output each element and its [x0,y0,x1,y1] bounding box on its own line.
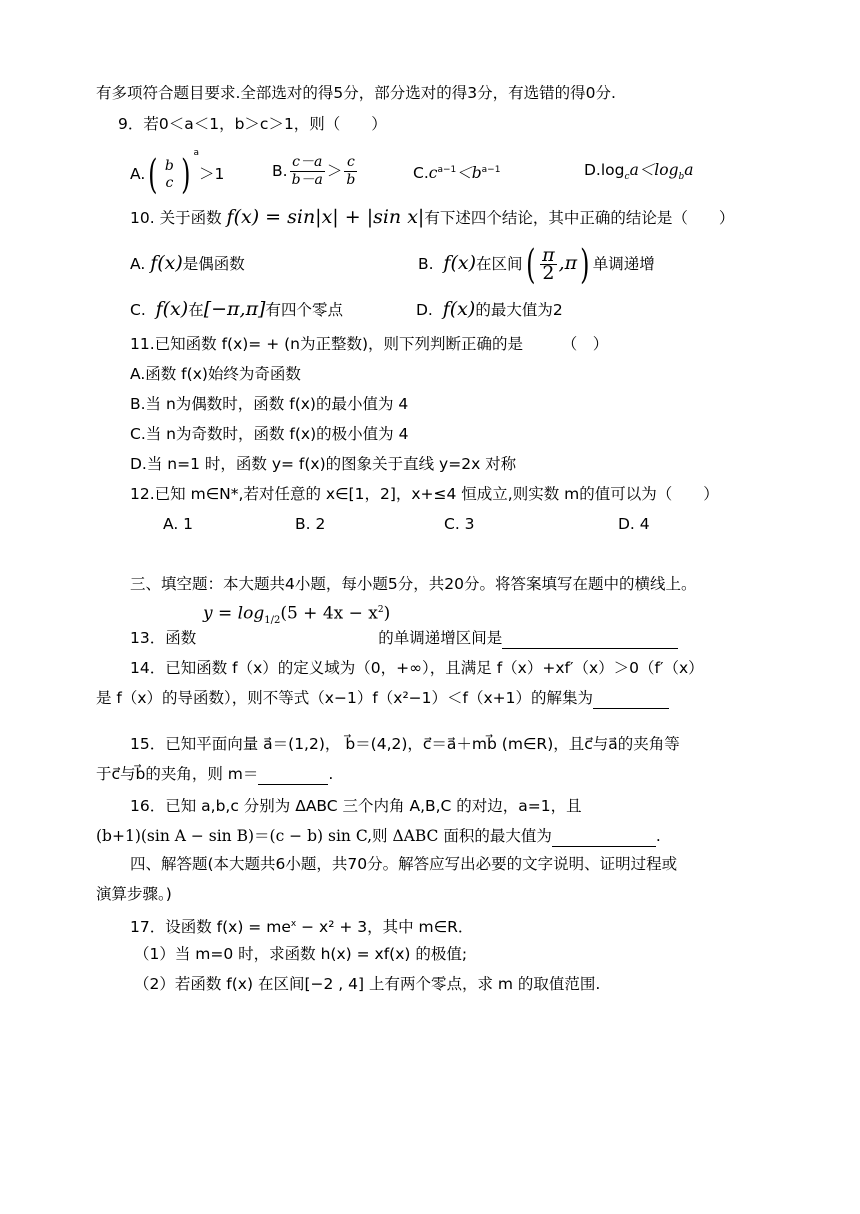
q9-b-den1: b－a [291,172,323,188]
q13-y-log: y = log [203,603,265,624]
q9-c-exp: a−1 [437,165,457,175]
q17-part-1: （1）当 m=0 时，求函数 h(x) = xf(x) 的极值; [134,945,468,963]
q10-d-text: 的最大值为2 [475,301,563,319]
q10-option-a [130,250,245,277]
q12-stem: 12.已知 m∈N*,若对任意的 x∈[1，2]，x+≤4 恒成立,则实数 m的值可以为（ ） [130,485,719,503]
q9-c-expr: c [428,164,438,183]
q15-answer-blank[interactable] [258,764,328,785]
q10-option-d [416,296,563,323]
q13-answer-blank[interactable] [502,628,678,649]
q9-a-label: A. [130,165,146,184]
q9-a-cmp: ＞1 [198,165,225,184]
q10-formula: f(x) = sin|x| + |sin x| [226,206,425,228]
q13-close: ) [383,603,391,624]
q15-line2-text: 于c⃗与b⃗的夹角，则 m＝ [96,765,259,783]
q14-line1: 14．已知函数 f（x）的定义域为（0，+∞），且满足 f（x）+xf′（x）＞0（f′（x） [130,659,704,677]
q10-c-fx: f(x) [155,298,189,320]
q13-square: 2 [377,605,384,615]
q10-b-text-post: 单调递增 [592,255,655,273]
q9-option-a: A.( b c ) $^a$＞1 [130,148,225,198]
q9-option-b [272,148,359,194]
q10-stem-pre: 关于函数 [159,209,222,227]
q15-line1: 15．已知平面向量 a⃗＝(1,2)， b⃗＝(4,2)，c⃗＝a⃗＋mb⃗ (m∈R)，且c⃗与a⃗的夹角等 [130,735,680,753]
q9-b-den2: b [346,172,356,188]
q10-option-c [130,296,343,323]
q9-c-label: C. [413,164,429,183]
q9-d-sub2: b [678,172,685,183]
q13-formula [203,600,390,631]
q9-stem: 9．若0＜a＜1，b＞c＞1，则（ ） [118,115,387,133]
q9-a-exp: a [193,148,199,158]
q13-log-base: 1/2 [264,615,281,627]
q14-line2 [96,688,669,709]
q17-exp: x [290,919,297,929]
q10-b-num: π [542,244,555,266]
q9-b-label: B. [272,162,288,180]
q14-answer-blank[interactable] [593,688,669,709]
q11-option-d: D.当 n=1 时，函数 y= f(x)的图象关于直线 y=2x 对称 [130,455,517,473]
q14-line2-text: 是 f（x）的导函数），则不等式（x−1）f（x²−1）＜f（x+1）的解集为 [96,689,594,707]
q13-argument: (5 + 4x − x [280,603,378,624]
q10-b-label: B. [418,255,434,273]
q16-line2-text: (b+1)(sin A − sin B)＝(c − b) sin C,则 ΔABC 面积的最大值为 [96,827,552,845]
q9-d-label: D. [584,161,601,179]
q10-d-fx: f(x) [442,298,476,320]
q16-line2: (b+1)(sin A − sin B)＝(c − b) sin C,则 ΔABC 面积的最大值为 . [96,827,661,845]
q13-number: 13．函数 [130,629,197,647]
q10-b-text-pre: 在区间 [476,255,523,273]
q16-line1: 16．已知 a,b,c 分别为 ΔABC 三个内角 A,B,C 的对边，a=1，且 [130,797,582,815]
q10-a-text: 是偶函数 [182,255,245,273]
q13-tail: 的单调递增区间是 [378,629,503,647]
q10-d-label: D. [416,301,433,319]
q17-part-2: （2）若函数 f(x) 在区间[−2 , 4] 上有两个零点，求 m 的取值范围. [134,975,601,993]
q17-stem-rest: − x² + 3，其中 m∈R． [296,918,474,937]
q9-b-cmp: ＞ [326,162,343,180]
q9-c-lt: ＜b [456,164,482,183]
q9-option-c [413,160,500,183]
q9-d-sub1: c [624,172,630,183]
q12-option-c: C. 3 [444,515,475,533]
section-4-heading-cont: 演算步骤。) [96,885,172,903]
q10-b-fx: f(x) [443,252,476,274]
q10-stem [130,204,734,231]
section-3-heading: 三、填空题：本大题共4小题，每小题5分，共20分。将答案填写在题中的横线上。 [130,575,697,593]
q11-option-c: C.当 n为奇数时，函数 f(x)的极小值为 4 [130,425,409,443]
q11-option-b: B.当 n为偶数时，函数 f(x)的最小值为 4 [130,395,409,413]
q17-stem [130,914,473,937]
section-4-heading: 四、解答题(本大题共6小题，共70分。解答应写出必要的文字说明、证明过程或 [130,855,678,873]
q9-d-end: a [684,161,694,179]
q9-b-num2: c [344,154,357,172]
q10-number: 10. [130,209,155,227]
q10-a-fx: f(x) [150,252,183,274]
q9-d-mid: a＜log [629,161,679,179]
q13-line [130,628,678,649]
q10-stem-post: 有下述四个结论，其中正确的结论是（ ） [424,209,735,227]
q10-c-text-pre: 在 [188,301,204,319]
q10-b-den: 2 [542,262,555,284]
q10-c-interval: [−π,π] [203,298,266,320]
q10-b-end: ,π [558,252,578,274]
q9-c-exp2: a−1 [481,165,501,175]
q10-option-b: B. f(x)在区间( $\frac{\pi}{2}$ ,π) 单调递增 [418,241,655,288]
q10-c-label: C. [130,301,146,319]
q17-stem-text: 17．设函数 f(x) = me [130,918,291,937]
q9-option-d [584,160,694,187]
q10-a-label: A. [130,255,146,273]
q16-answer-blank[interactable] [552,826,656,847]
q11-stem: 11.已知函数 f(x)= + (n为正整数)，则下列判断正确的是 （ ） [130,335,609,353]
section-intro: 有多项符合题目要求.全部选对的得5分，部分选对的得3分，有选错的得0分. [96,84,616,102]
q12-option-d: D. 4 [618,515,650,533]
q9-d-log1: log [600,161,625,179]
q15-line2: 于c⃗与b⃗的夹角，则 m＝ . [96,765,334,783]
q11-option-a: A.函数 f(x)始终为奇函数 [130,365,301,383]
q12-option-b: B. 2 [295,515,326,533]
q10-c-text-post: 有四个零点 [265,301,343,319]
q9-b-num1: c－a [290,154,325,172]
q12-option-a: A. 1 [163,515,194,533]
